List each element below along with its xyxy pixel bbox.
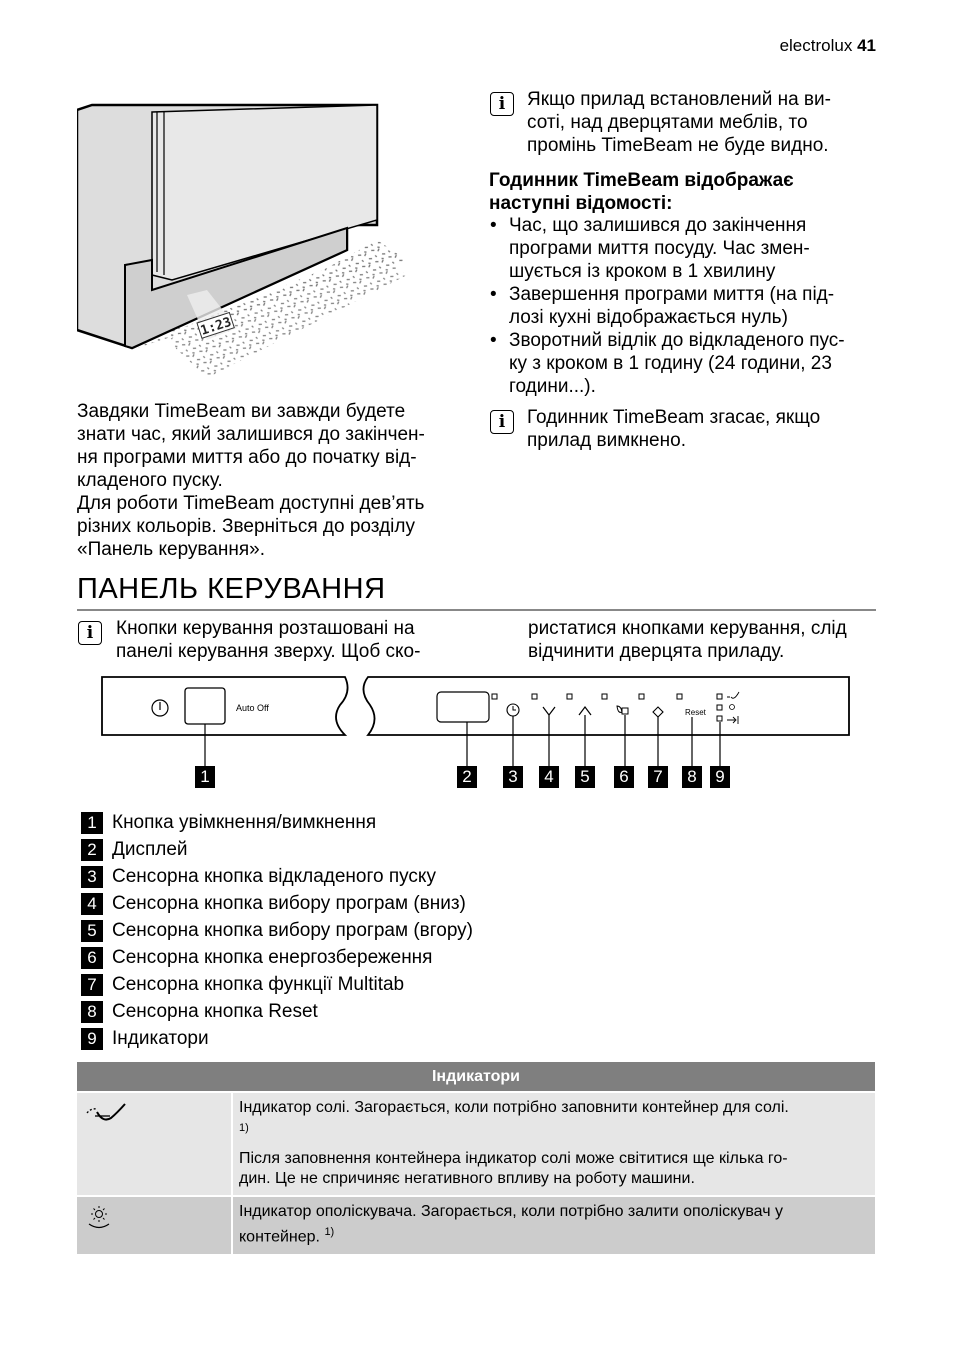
timebeam-description xyxy=(77,400,467,561)
desc-line: ня програми миття або до початку від- xyxy=(77,447,417,468)
table-row xyxy=(77,1196,875,1253)
panel-note-left: Кнопки керування розташовані на панелі керування зверху. Щоб ско- xyxy=(116,618,421,662)
page-number: 41 xyxy=(857,36,876,55)
display xyxy=(437,692,489,722)
note-line: соті, над дверцятами меблів, то xyxy=(527,112,808,133)
callout-6: 6 xyxy=(614,766,634,788)
callout-8: 8 xyxy=(682,766,702,788)
salt-indicator-text: Індикатор солі. Загорається, коли потрібно заповнити контейнер для солі. $^{1)}$ xyxy=(239,1099,789,1134)
table-row xyxy=(77,1092,875,1196)
brand-name: electrolux xyxy=(779,36,853,55)
list-item: • Час, що залишився до закінчення програми миття посуду. Час змен- шується із кроком в 1 хвилину xyxy=(489,214,884,283)
section-divider xyxy=(77,609,876,611)
salt-indicator-icon xyxy=(81,1099,131,1125)
auto-off-label: Auto Off xyxy=(236,703,269,713)
desc-line: Для роботи TimeBeam доступні дев’ять xyxy=(77,493,425,514)
desc-line: Завдяки TimeBeam ви завжди будете xyxy=(77,401,406,422)
info-icon: i xyxy=(490,92,514,116)
timebeam-off-note: Годинник TimeBeam згасає, якщо прилад вимкнено. xyxy=(527,407,821,451)
legend-item: 3 Сенсорна кнопка відкладеного пуску xyxy=(81,866,436,888)
svg-text:1:23: 1:23 xyxy=(198,314,234,339)
note-line: Якщо прилад встановлений на ви- xyxy=(527,89,831,110)
legend-item: 1 Кнопка увімкнення/вимкнення xyxy=(81,812,376,834)
callout-7: 7 xyxy=(648,766,668,788)
legend-item: 4 Сенсорна кнопка вибору програм (вниз) xyxy=(81,893,466,915)
reset-button[interactable]: Reset xyxy=(685,708,706,717)
legend-item: 2 Дисплей xyxy=(81,839,188,861)
timebeam-info-list xyxy=(489,214,884,398)
list-item: • Завершення програми миття (на під- лозі кухні відображається нуль) xyxy=(489,283,884,329)
callout-2: 2 xyxy=(457,766,477,788)
legend-item: 9 Індикатори xyxy=(81,1028,209,1050)
page-header xyxy=(780,36,876,56)
callout-1: 1 xyxy=(195,766,215,788)
indicators-table xyxy=(77,1062,875,1254)
callout-3: 3 xyxy=(503,766,523,788)
note-line: промінь TimeBeam не буде видно. xyxy=(527,135,829,156)
salt-indicator-note: Після заповнення контейнера індикатор солі може світитися ще кілька го- дин. Це не спричиняє негативного впливу на роботу машини. xyxy=(239,1150,788,1188)
rinse-aid-indicator-text: Індикатор ополіскувача. Загорається, коли потрібно залити ополіскувач у контейнер. $^{1)}$ xyxy=(239,1203,783,1246)
callout-9: 9 xyxy=(710,766,730,788)
desc-line: «Панель керування». xyxy=(77,539,265,560)
section-title: ПАНЕЛЬ КЕРУВАННЯ xyxy=(77,573,386,605)
desc-line: різних кольорів. Зверніться до розділу xyxy=(77,516,415,537)
legend-item: 5 Сенсорна кнопка вибору програм (вгору) xyxy=(81,920,473,942)
desc-line: знати час, який залишився до закінчен- xyxy=(77,424,425,445)
legend-item: 8 Сенсорна кнопка Reset xyxy=(81,1001,318,1023)
panel-note-right: ристатися кнопками керування, слід відчинити дверцята приладу. xyxy=(528,618,847,662)
callout-5: 5 xyxy=(575,766,595,788)
info-icon: i xyxy=(490,410,514,434)
legend-item: 6 Сенсорна кнопка енергозбереження xyxy=(81,947,432,969)
info-icon: i xyxy=(78,621,102,645)
timebeam-illustration xyxy=(77,100,417,385)
timebeam-visibility-note xyxy=(527,88,877,157)
table-header: Індикатори xyxy=(77,1062,875,1092)
rinse-aid-indicator-icon xyxy=(81,1203,121,1233)
timebeam-info-heading: Годинник TimeBeam відображає наступні відомості: xyxy=(489,170,794,214)
list-item: • Зворотний відлік до відкладеного пус- ку з кроком в 1 годину (24 години, 23 години...). xyxy=(489,329,884,398)
legend-item: 7 Сенсорна кнопка функції Multitab xyxy=(81,974,404,996)
on-off-button[interactable] xyxy=(185,688,225,724)
callout-4: 4 xyxy=(539,766,559,788)
desc-line: кладеного пуску. xyxy=(77,470,223,491)
